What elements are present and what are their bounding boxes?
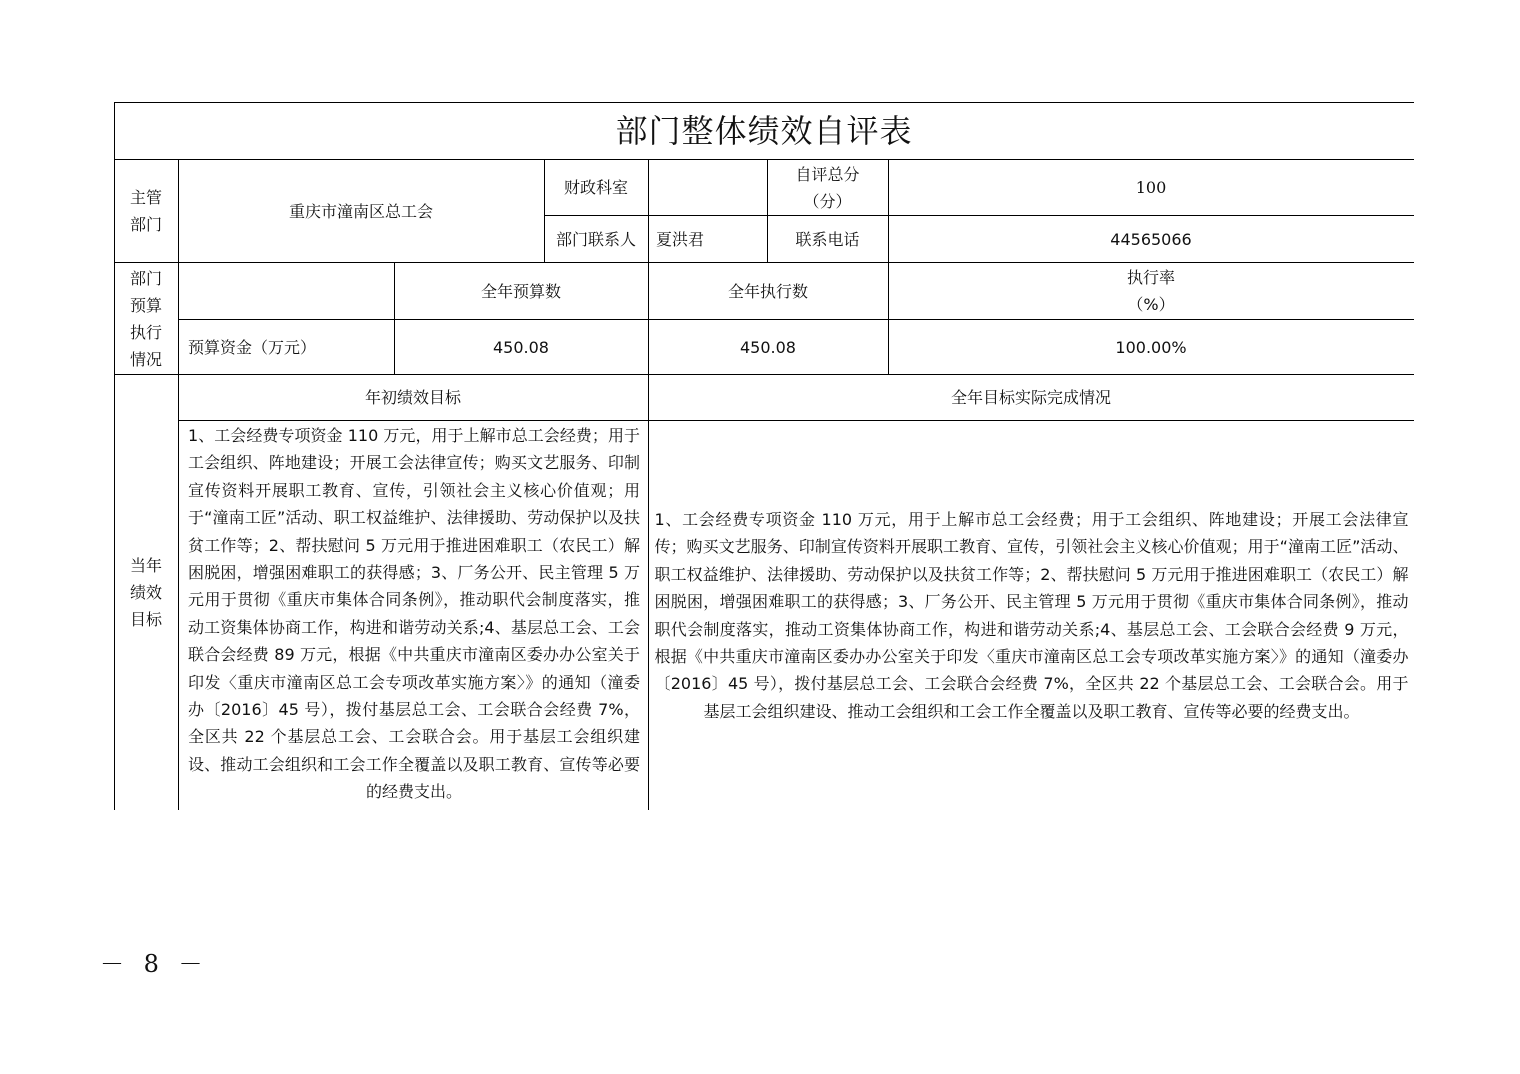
budget-row-label: 预算资金（万元） xyxy=(188,337,317,357)
initial-goals-text: 1、工会经费专项资金 110 万元，用于上解市总工会经费；用于工会组织、阵地建设；开展工会法律宣传；购买文艺服务、印制宣传资料开展职工教育、宣传，引领社会主义核心价值观；用于“潼南工匠”活动、职工权益维护、法律援助、劳动保护以及扶贫工作等；2、帮扶慰问 5 万元用于推进困难职工（农民工）解困脱困，增强困难职工的获得感；3、厂务公开、民主管理 5 万元用于贯彻《重庆市集体合同条例》，推动职代会制度落实，推动工资集体协商工作，构进和谐劳动关系;4、基层总工会、工会联合会经费 89 万元，根据《中共重庆市潼南区委办办公室关于印发〈重庆市潼南区总工会专项改革实施方案〉》的通知（潼委办〔2016〕45 号），拨付基层总工会、工会联合会经费 7%，全区共 22 个基层总工会、工会联合会。用于基层工会组织建设、推动工会组织和工会工作全覆盖以及职工教育、宣传等必要的经费支出。 xyxy=(188,426,640,802)
dept-label: 主管 部门 xyxy=(129,188,162,234)
contact-label: 部门联系人 xyxy=(555,229,636,249)
budget-col-rate: 执行率 （%） xyxy=(1126,268,1175,314)
finance-label: 财政科室 xyxy=(563,178,628,197)
page-number: － 8 － xyxy=(100,950,209,978)
budget-amount: 450.08 xyxy=(493,337,549,357)
execution-rate: 100.00% xyxy=(1115,337,1187,357)
score-label: 自评总分 （分） xyxy=(795,164,860,211)
budget-col-executed: 全年执行数 xyxy=(727,281,808,301)
finance-value xyxy=(648,160,767,215)
budget-col-planned: 全年预算数 xyxy=(480,281,561,301)
score-value: 100 xyxy=(1135,178,1167,197)
initial-goals-header: 年初绩效目标 xyxy=(364,388,461,407)
contact-value: 夏洪君 xyxy=(656,229,705,249)
goals-section-label: 当年 绩效 目标 xyxy=(129,556,162,629)
actual-goals-cell xyxy=(649,421,1414,810)
actual-goals-text: 1、工会经费专项资金 110 万元，用于上解市总工会经费；用于工会组织、阵地建设；开展工会法律宣传；购买文艺服务、印制宣传资料开展职工教育、宣传，引领社会主义核心价值观；用于“潼南工匠”活动、职工权益维护、法律援助、劳动保护以及扶贫工作等；2、帮扶慰问 5 万元用于推进困难职工（农民工）解困脱困，增强困难职工的获得感；3、厂务公开、民主管理 5 万元用于贯彻《重庆市集体合同条例》，推动职代会制度落实，推动工资集体协商工作，构进和谐劳动关系;4、基层总工会、工会联合会经费 9 万元，根据《中共重庆市潼南区委办办公室关于印发〈重庆市潼南区总工会专项改革实施方案〉》的通知（潼委办〔2016〕45 号），拨付基层总工会、工会联合会经费 7%，全区共 22 个基层总工会、工会联合会。用于基层工会组织建设、推动工会组织和工会工作全覆盖以及职工教育、宣传等必要的经费支出。 xyxy=(654,509,1409,721)
phone-value: 44565066 xyxy=(1110,229,1192,249)
actual-goals-header: 全年目标实际完成情况 xyxy=(950,388,1111,407)
performance-table xyxy=(114,102,1414,810)
executed-amount: 450.08 xyxy=(740,337,796,357)
budget-section-label: 部门 预算 执行 情况 xyxy=(129,268,162,369)
phone-label: 联系电话 xyxy=(795,229,860,249)
dept-value: 重庆市潼南区总工会 xyxy=(288,201,433,221)
page-title: 部门整体绩效自评表 xyxy=(615,111,913,150)
